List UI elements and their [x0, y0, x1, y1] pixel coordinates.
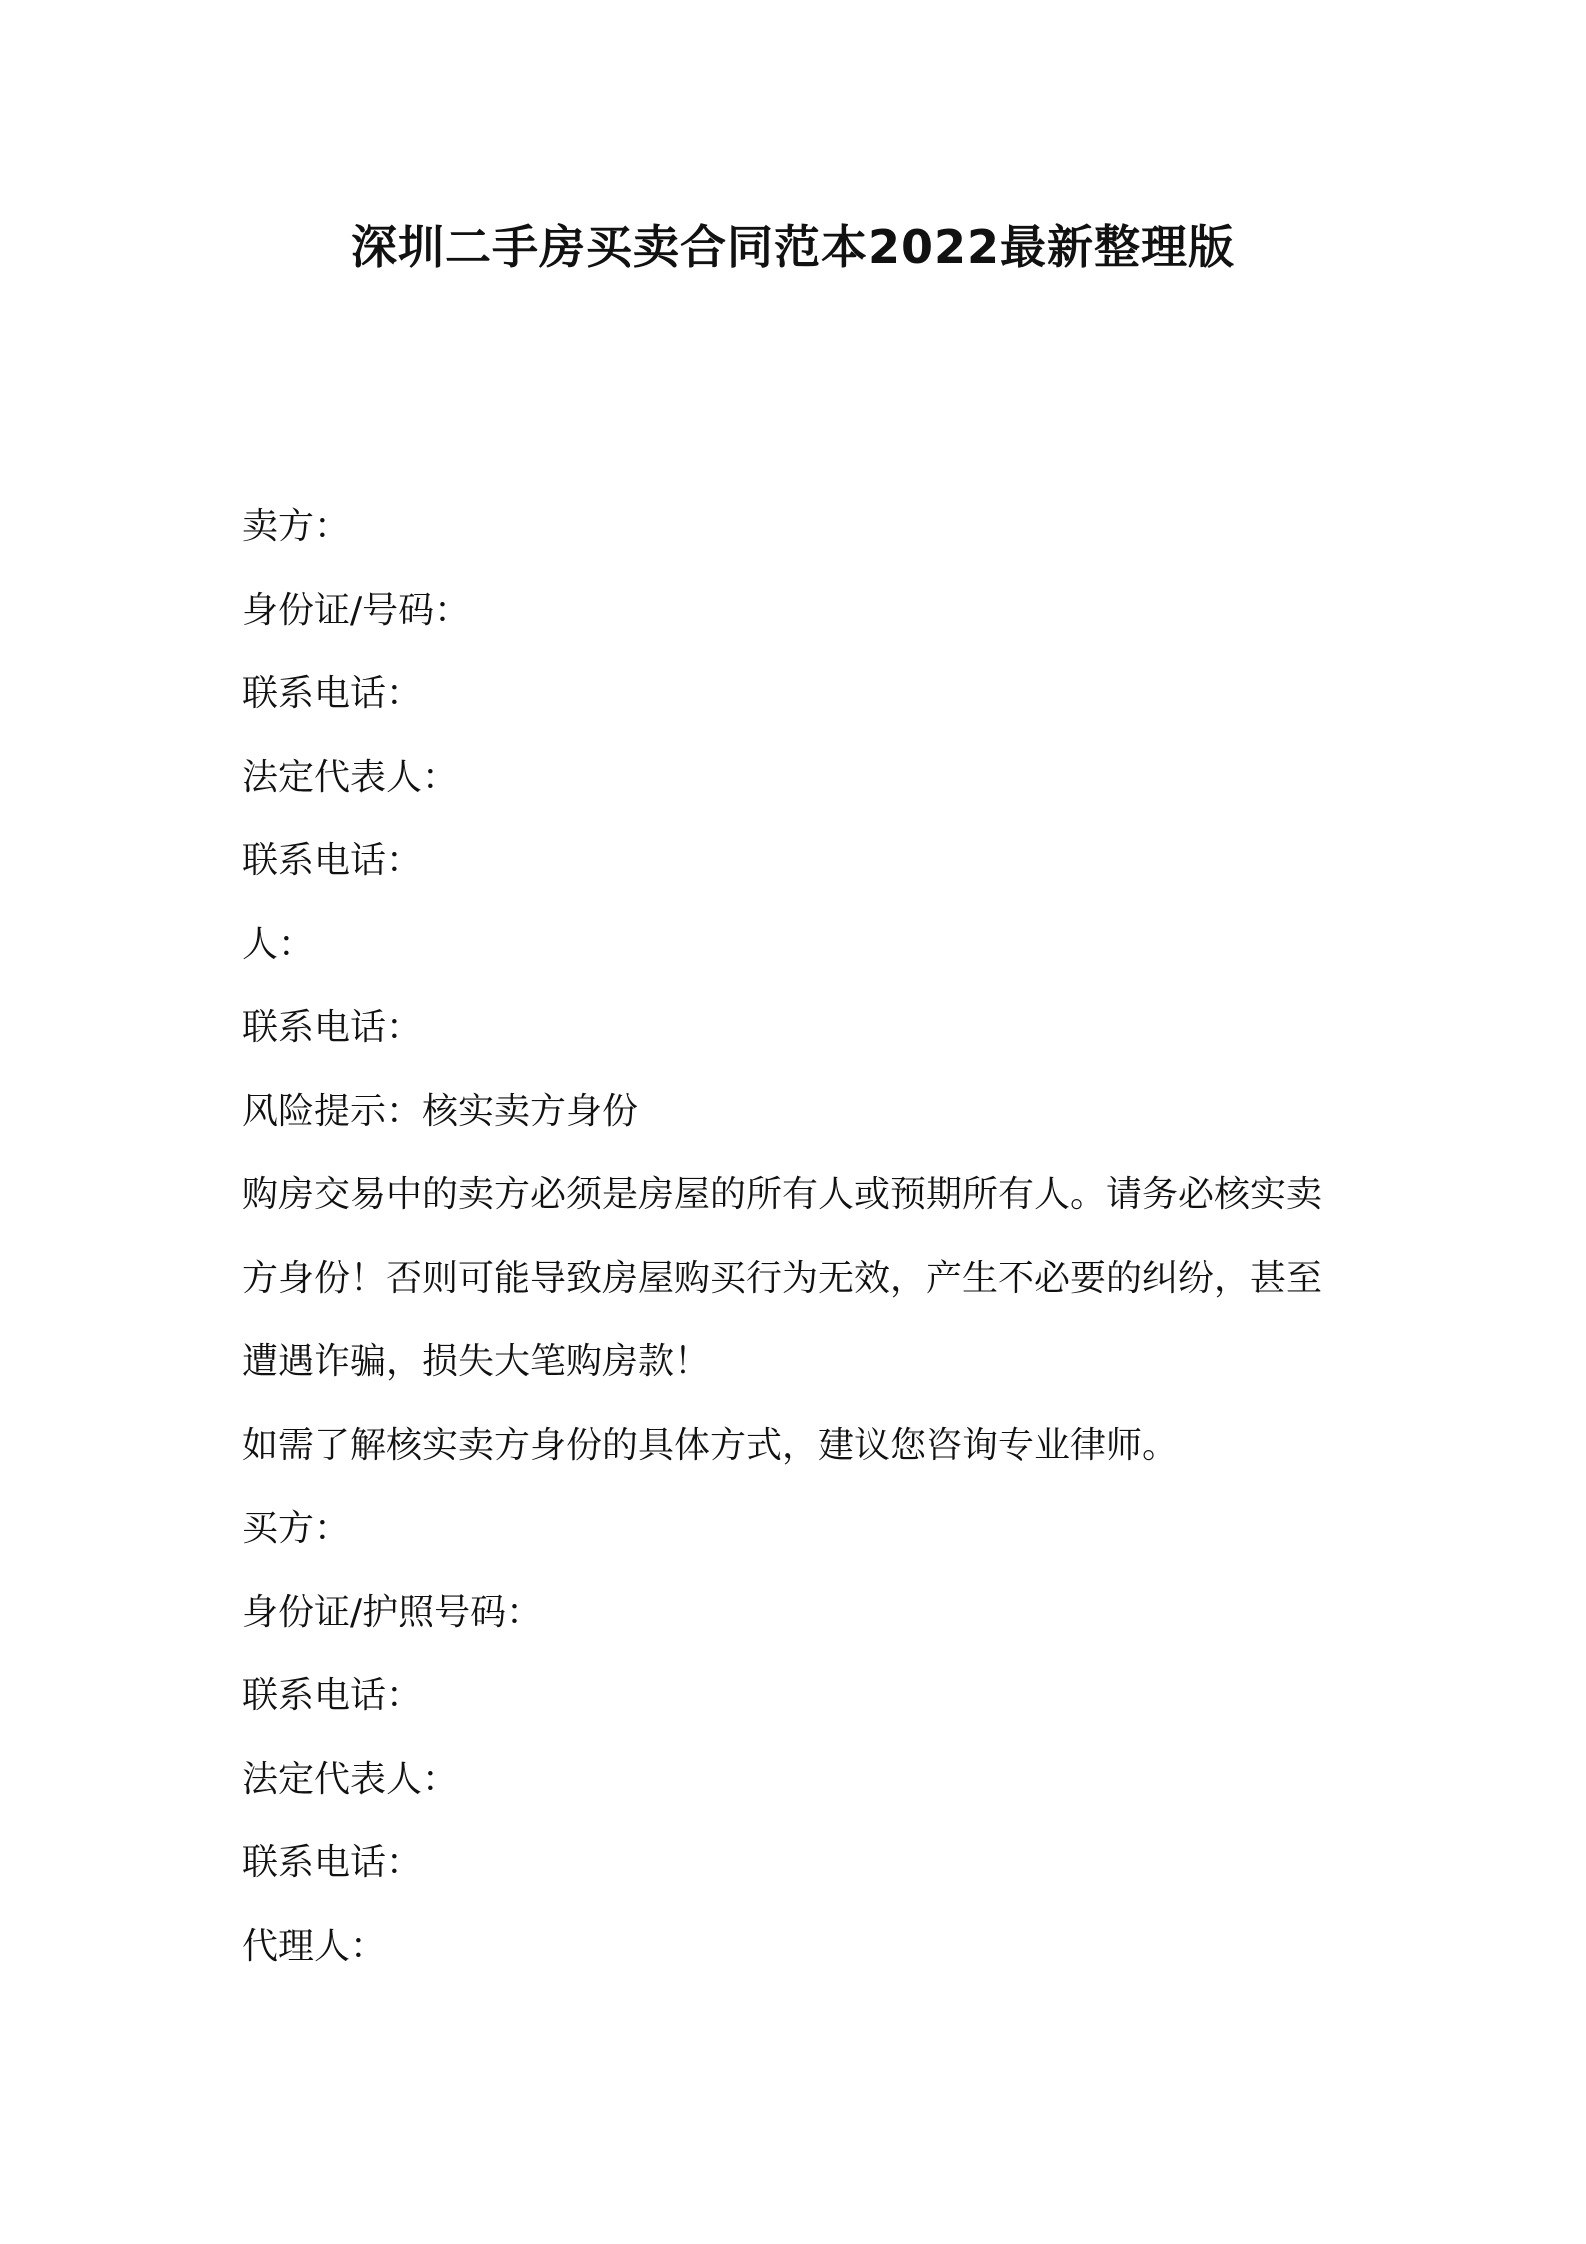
buyer-id-passport-label: 身份证/护照号码： — [242, 1591, 543, 1633]
seller-legal-representative-label: 法定代表人： — [242, 756, 459, 798]
risk-notice-heading: 风险提示：核实卖方身份 — [242, 1090, 639, 1132]
seller-person-phone-label: 联系电话： — [242, 1007, 423, 1048]
risk-notice-text-line-3: 遭遇诈骗，损失大笔购房款！ — [242, 1341, 711, 1382]
buyer-phone-label: 联系电话： — [242, 1675, 423, 1716]
seller-phone-label: 联系电话： — [242, 673, 423, 714]
seller-label: 卖方： — [242, 506, 351, 547]
seller-representative-phone-label: 联系电话： — [242, 840, 423, 881]
buyer-label: 买方： — [242, 1508, 351, 1549]
document-title: 深圳二手房买卖合同范本2022最新整理版 — [350, 220, 1236, 274]
buyer-representative-phone-label: 联系电话： — [242, 1842, 423, 1883]
seller-id-number-label: 身份证/号码： — [242, 589, 471, 631]
risk-notice-text-line-1: 购房交易中的卖方必须是房屋的所有人或预期所有人。请务必核实卖 — [242, 1174, 1323, 1215]
document-body — [242, 485, 1362, 1988]
buyer-legal-representative-label: 法定代表人： — [242, 1758, 459, 1800]
risk-notice-text-line-2: 方身份！否则可能导致房屋购买行为无效，产生不必要的纠纷，甚至 — [242, 1257, 1323, 1299]
buyer-agent-label: 代理人： — [242, 1925, 387, 1967]
lawyer-advice-text: 如需了解核实卖方身份的具体方式，建议您咨询专业律师。 — [242, 1424, 1179, 1466]
seller-person-label: 人： — [242, 923, 315, 965]
